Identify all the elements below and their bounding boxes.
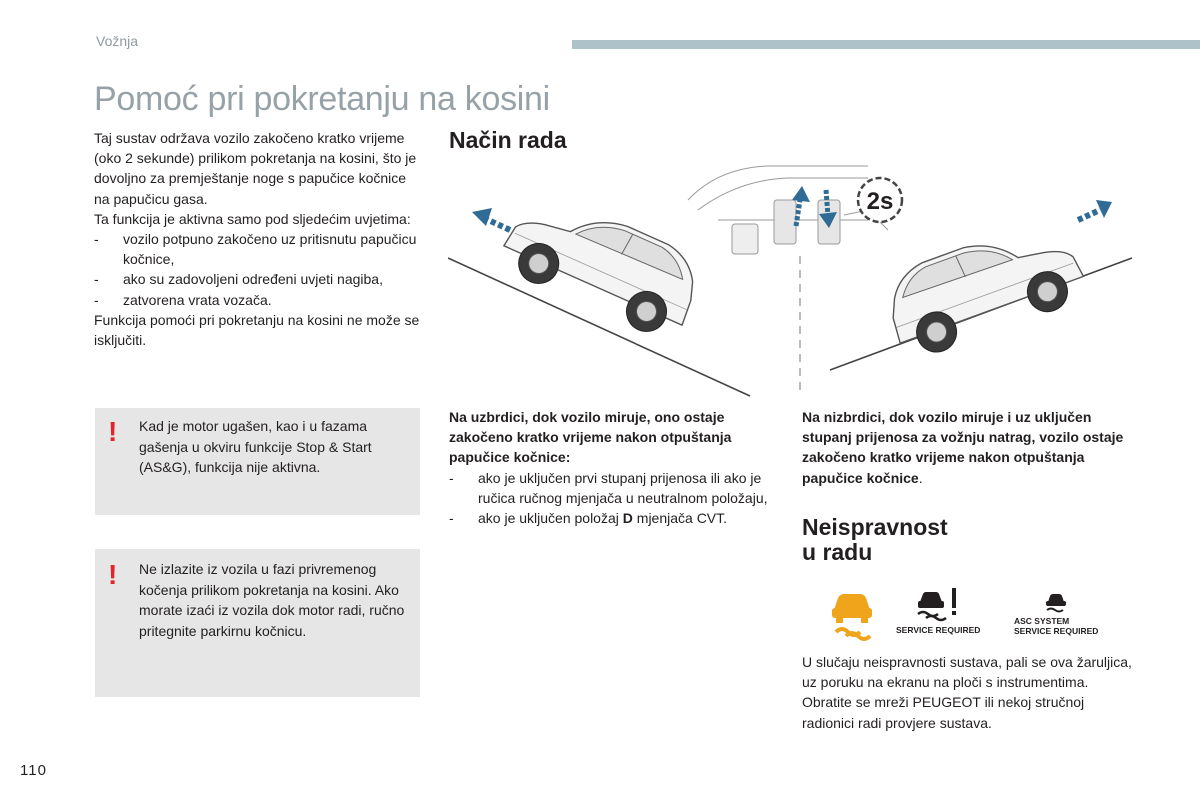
uphill-car <box>495 184 710 346</box>
list-item: - ako je uključen prvi stupanj prijenosa ili ako je ručica ručnog mjenjača u neutralnom položaju, <box>449 468 779 508</box>
list-item-text: ako je uključen položaj <box>478 510 623 527</box>
list-item: - ako su zadovoljeni određeni uvjeti nagiba, <box>94 269 424 289</box>
warning-icon: ! <box>108 416 118 447</box>
esc-lamp-icon <box>832 594 872 639</box>
uphill-lead: Na uzbrdici, dok vozilo miruje, ono ostaje zakočeno kratko vrijeme nakon otpuštanja papučice kočnice: <box>449 409 732 466</box>
downhill-lead: Na nizbrdici, dok vozilo miruje i uz uključen stupanj prijenosa za vožnju natrag, vozilo ostaje zakočeno kratko vrijeme nakon otpuštanja papučice kočnice <box>802 409 1124 486</box>
warning-box <box>95 549 420 697</box>
asc-system-label: ASC SYSTEM <box>1014 616 1070 626</box>
section-heading <box>802 515 948 565</box>
warning-box <box>95 408 420 515</box>
intro-text <box>94 128 424 350</box>
list-item <box>449 508 779 528</box>
asc-service-label: SERVICE REQUIRED <box>1014 626 1099 636</box>
cvt-position-label: D <box>622 510 633 527</box>
timer-label: 2s <box>866 188 894 215</box>
downhill-paragraph <box>802 407 1132 488</box>
header-bar <box>572 40 1200 49</box>
list-item: - zatvorena vrata vozača. <box>94 290 424 310</box>
defect-text: U slučaju neispravnosti sustava, pali se ova žaruljica, uz poruku na ekranu na ploči s instrumentima. Obratite se mreži PEUGEOT ili nekoj stručnoj radionici radi provjere sustava. <box>802 654 1132 731</box>
page-title: Pomoć pri pokretanju na kosini <box>94 80 550 118</box>
warning-text: Ne izlazite iz vozila u fazi privremenog kočenja prilikom pokretanja na kosini. Ako morate izaći iz vozila dok motor radi, ručno pritegnite parkirnu kočnicu. <box>139 561 405 639</box>
warning-icon: ! <box>108 559 118 590</box>
downhill-arrow-icon <box>1078 200 1112 220</box>
list-item: - vozilo potpuno zakočeno uz pritisnutu papučicu kočnice, <box>94 229 424 269</box>
service-required-label: SERVICE REQUIRED <box>896 625 981 635</box>
list-item-text: mjenjača CVT. <box>632 510 728 527</box>
asc-service-required-icon <box>1014 594 1098 636</box>
defect-heading-line: Neispravnost <box>802 514 948 540</box>
defect-heading-line: u radu <box>802 539 873 565</box>
section-label: Vožnja <box>96 33 139 49</box>
conditions-list <box>94 229 424 310</box>
warning-lamps <box>820 582 1120 642</box>
uphill-arrow-icon <box>472 208 510 230</box>
hill-start-illustration <box>448 160 1138 400</box>
uphill-description <box>449 407 779 528</box>
uphill-list <box>449 468 779 529</box>
intro-paragraph: Ta funkcija je aktivna samo pod sljedećim uvjetima: <box>94 210 411 227</box>
warning-text: Kad je motor ugašen, kao i u fazama gašenja u okviru funkcije Stop & Start (AS&G), funkcija nije aktivna. <box>139 418 372 475</box>
section-heading: Način rada <box>449 127 567 153</box>
service-required-icon <box>896 588 980 635</box>
downhill-trail: . <box>918 469 923 486</box>
intro-paragraph: Funkcija pomoći pri pokretanju na kosini ne može se isključiti. <box>94 311 420 349</box>
pedals-sketch <box>688 166 888 254</box>
intro-paragraph: Taj sustav održava vozilo zakočeno kratko vrijeme (oko 2 sekunde) prilikom pokretanja na kosini, što je dovoljno za premještanje noge s papučice kočnice na papučicu gasa. <box>94 130 417 207</box>
downhill-description <box>802 407 1132 488</box>
timer-icon <box>858 178 902 222</box>
page-number: 110 <box>20 762 47 779</box>
